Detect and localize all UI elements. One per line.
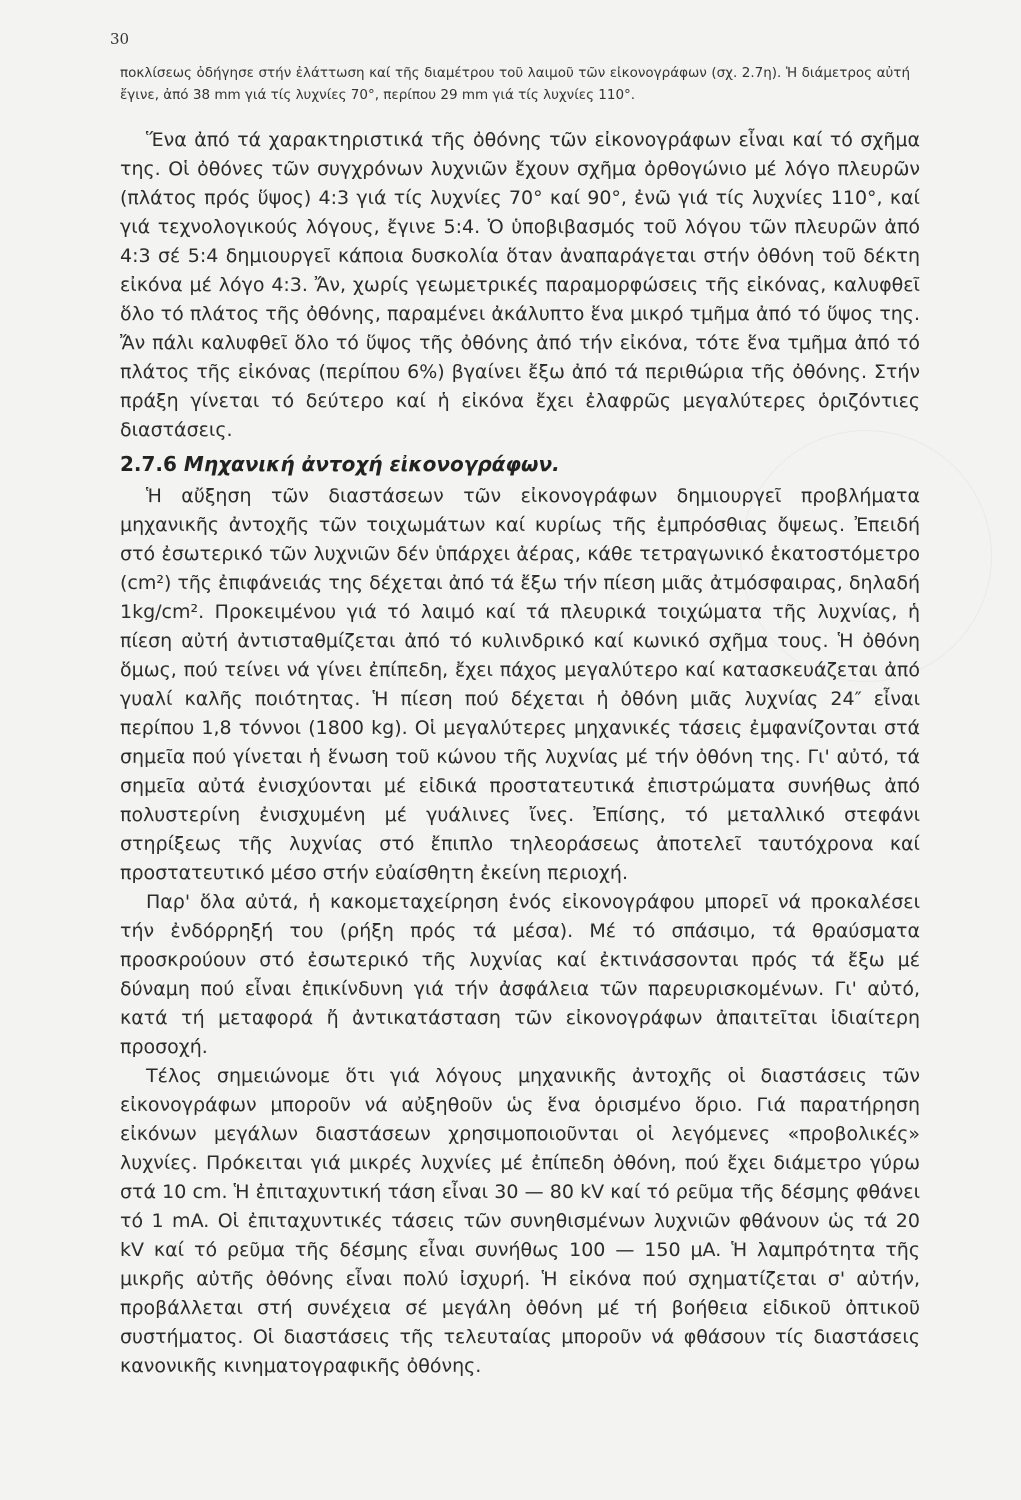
paragraph-screen-shape: Ἕνα ἀπό τά χαρακτηριστικά τῆς ὀθόνης τῶν εἰκονογράφων εἶναι καί τό σχῆμα της. Οἱ ὀθόνες τῶν συγχρόνων λυχνιῶν ἔχουν σχῆμα ὀρθογώνιο μέ λόγο πλευρῶν (πλάτος πρός ὕψος) 4:3 γιά τίς λυχνίες 70° καί 90°, ἐνῶ γιά τίς λυχνίες 110°, καί γιά τεχνολογικούς λόγους, ἔγινε 5:4. Ὁ ὑποβιβασμός τοῦ λόγου τῶν πλευρῶν ἀπό 4:3 σέ 5:4 δημιουργεῖ κάποια δυσκολία ὅταν ἀναπαράγεται στήν ὀθόνη τοῦ δέκτη εἰκόνα μέ λόγο 4:3. Ἄν, χωρίς γεωμετρικές παραμορφώσεις τῆς εἰκόνας, καλυφθεῖ ὅλο τό πλάτος τῆς ὀθόνης, παραμένει ἀκάλυπτο ἕνα μικρό τμῆμα ἀπό τό ὕψος της. Ἄν πάλι καλυφθεῖ ὅλο τό ὕψος τῆς ὀθόνης ἀπό τήν εἰκόνα, τότε ἕνα τμῆμα ἀπό τό πλάτος τῆς εἰκόνας (περίπου 6%) βγαίνει ἔξω ἀπό τά περιθώρια τῆς ὀθόνης. Στήν πράξη γίνεται τό δεύτερο καί ἡ εἰκόνα ἔχει ἐλαφρῶς μεγαλύτερες ὁριζόντιες διαστάσεις.: [120, 129, 920, 441]
text-block-top: [120, 126, 920, 445]
text-block-section: [120, 482, 920, 1381]
page-number: 30: [110, 30, 130, 48]
section-title: Μηχανική ἀντοχή εἰκονογράφων.: [183, 452, 560, 476]
paragraph-implosion: Παρ' ὅλα αὐτά, ἡ κακομεταχείρηση ἑνός εἰκονογράφου μπορεῖ νά προκαλέσει τήν ἐνδόρρηξή του (ρήξη πρός τά μέσα). Μέ τό σπάσιμο, τά θραύσματα προσκρούουν στό ἐσωτερικό τῆς λυχνίας καί ἐκτινάσσονται πρός τά ἔξω μέ δύναμη πού εἶναι ἐπικίνδυνη γιά τήν ἀσφάλεια τῶν παρευρισκομένων. Γι' αὐτό, κατά τή μεταφορά ἤ ἀντικατάσταση τῶν εἰκονογράφων ἀπαιτεῖται ἰδιαίτερη προσοχή.: [120, 891, 920, 1058]
paragraph-projection-tubes: Τέλος σημειώνομε ὅτι γιά λόγους μηχανικῆς ἀντοχῆς οἱ διαστάσεις τῶν εἰκονογράφων μποροῦν νά αὐξηθοῦν ὡς ἕνα ὁρισμένο ὅριο. Γιά παρατήρηση εἰκόνων μεγάλων διαστάσεων χρησιμοποιοῦνται οἱ λεγόμενες «προβολικές» λυχνίες. Πρόκειται γιά μικρές λυχνίες μέ ἐπίπεδη ὀθόνη, πού ἔχει διάμετρο γύρω στά 10 cm. Ἡ ἐπιταχυντική τάση εἶναι 30 — 80 kV καί τό ρεῦμα τῆς δέσμης φθάνει τό 1 mA. Οἱ ἐπιταχυντικές τάσεις τῶν συνηθισμένων λυχνιῶν φθάνουν ὡς τά 20 kV καί τό ρεῦμα τῆς δέσμης εἶναι συνήθως 100 — 150 μA. Ἡ λαμπρότητα τῆς μικρῆς αὐτῆς ὀθόνης εἶναι πολύ ἰσχυρή. Ἡ εἰκόνα πού σχηματίζεται σ' αὐτήν, προβάλλεται στή συνέχεια σέ μεγάλη ὀθόνη μέ τή βοήθεια εἰδικοῦ ὀπτικοῦ συστήματος. Οἱ διαστάσεις τῆς τελευταίας μποροῦν νά φθάσουν τίς διαστάσεις κανονικῆς κινηματογραφικῆς ὀθόνης.: [120, 1065, 920, 1377]
section-number: 2.7.6: [120, 452, 177, 476]
continuation-paragraph: ποκλίσεως ὁδήγησε στήν ἐλάττωση καί τῆς διαμέτρου τοῦ λαιμοῦ τῶν εἰκονογράφων (σχ. 2.7η). Ἡ διάμετρος αὐτή ἔγινε, ἀπό 38 mm γιά τίς λυχνίες 70°, περίπου 29 mm γιά τίς λυχνίες 110°.: [120, 65, 910, 103]
paragraph-mechanical-strength: Ἡ αὔξηση τῶν διαστάσεων τῶν εἰκονογράφων δημιουργεῖ προβλήματα μηχανικῆς ἀντοχῆς τῶν τοιχωμάτων καί κυρίως τῆς ἐμπρόσθιας ὄψεως. Ἐπειδή στό ἐσωτερικό τῶν λυχνιῶν δέν ὑπάρχει ἀέρας, κάθε τετραγωνικό ἑκατοστόμετρο (cm²) τῆς ἐπιφάνειάς της δέχεται ἀπό τά ἔξω τήν πίεση μιᾶς ἀτμόσφαιρας, δηλαδή 1kg/cm². Προκειμένου γιά τό λαιμό καί τά πλευρικά τοιχώματα τῆς λυχνίας, ἡ πίεση αὐτή ἀντισταθμίζεται ἀπό τό κυλινδρικό καί κωνικό σχῆμα τους. Ἡ ὀθόνη ὅμως, πού τείνει νά γίνει ἐπίπεδη, ἔχει πάχος μεγαλύτερο καί κατασκευάζεται ἀπό γυαλί καλῆς ποιότητας. Ἡ πίεση πού δέχεται ἡ ὀθόνη μιᾶς λυχνίας 24″ εἶναι περίπου 1,8 τόννοι (1800 kg). Οἱ μεγαλύτερες μηχανικές τάσεις ἐμφανίζονται στά σημεῖα πού γίνεται ἡ ἕνωση τοῦ κώνου τῆς λυχνίας μέ τήν ὀθόνη της. Γι' αὐτό, τά σημεῖα αὐτά ἐνισχύονται μέ εἰδικά προστατευτικά ἐπιστρώματα συνήθως ἀπό πολυστερίνη ἐνισχυμένη μέ γυάλινες ἴνες. Ἐπίσης, τό μεταλλικό στεφάνι στηρίξεως τῆς λυχνίας στό ἔπιπλο τηλεοράσεως ἀποτελεῖ ταυτόχρονα καί προστατευτικό μέσο στήν εὐαίσθητη ἐκείνη περιοχή.: [120, 485, 920, 884]
section-heading: [120, 452, 560, 476]
